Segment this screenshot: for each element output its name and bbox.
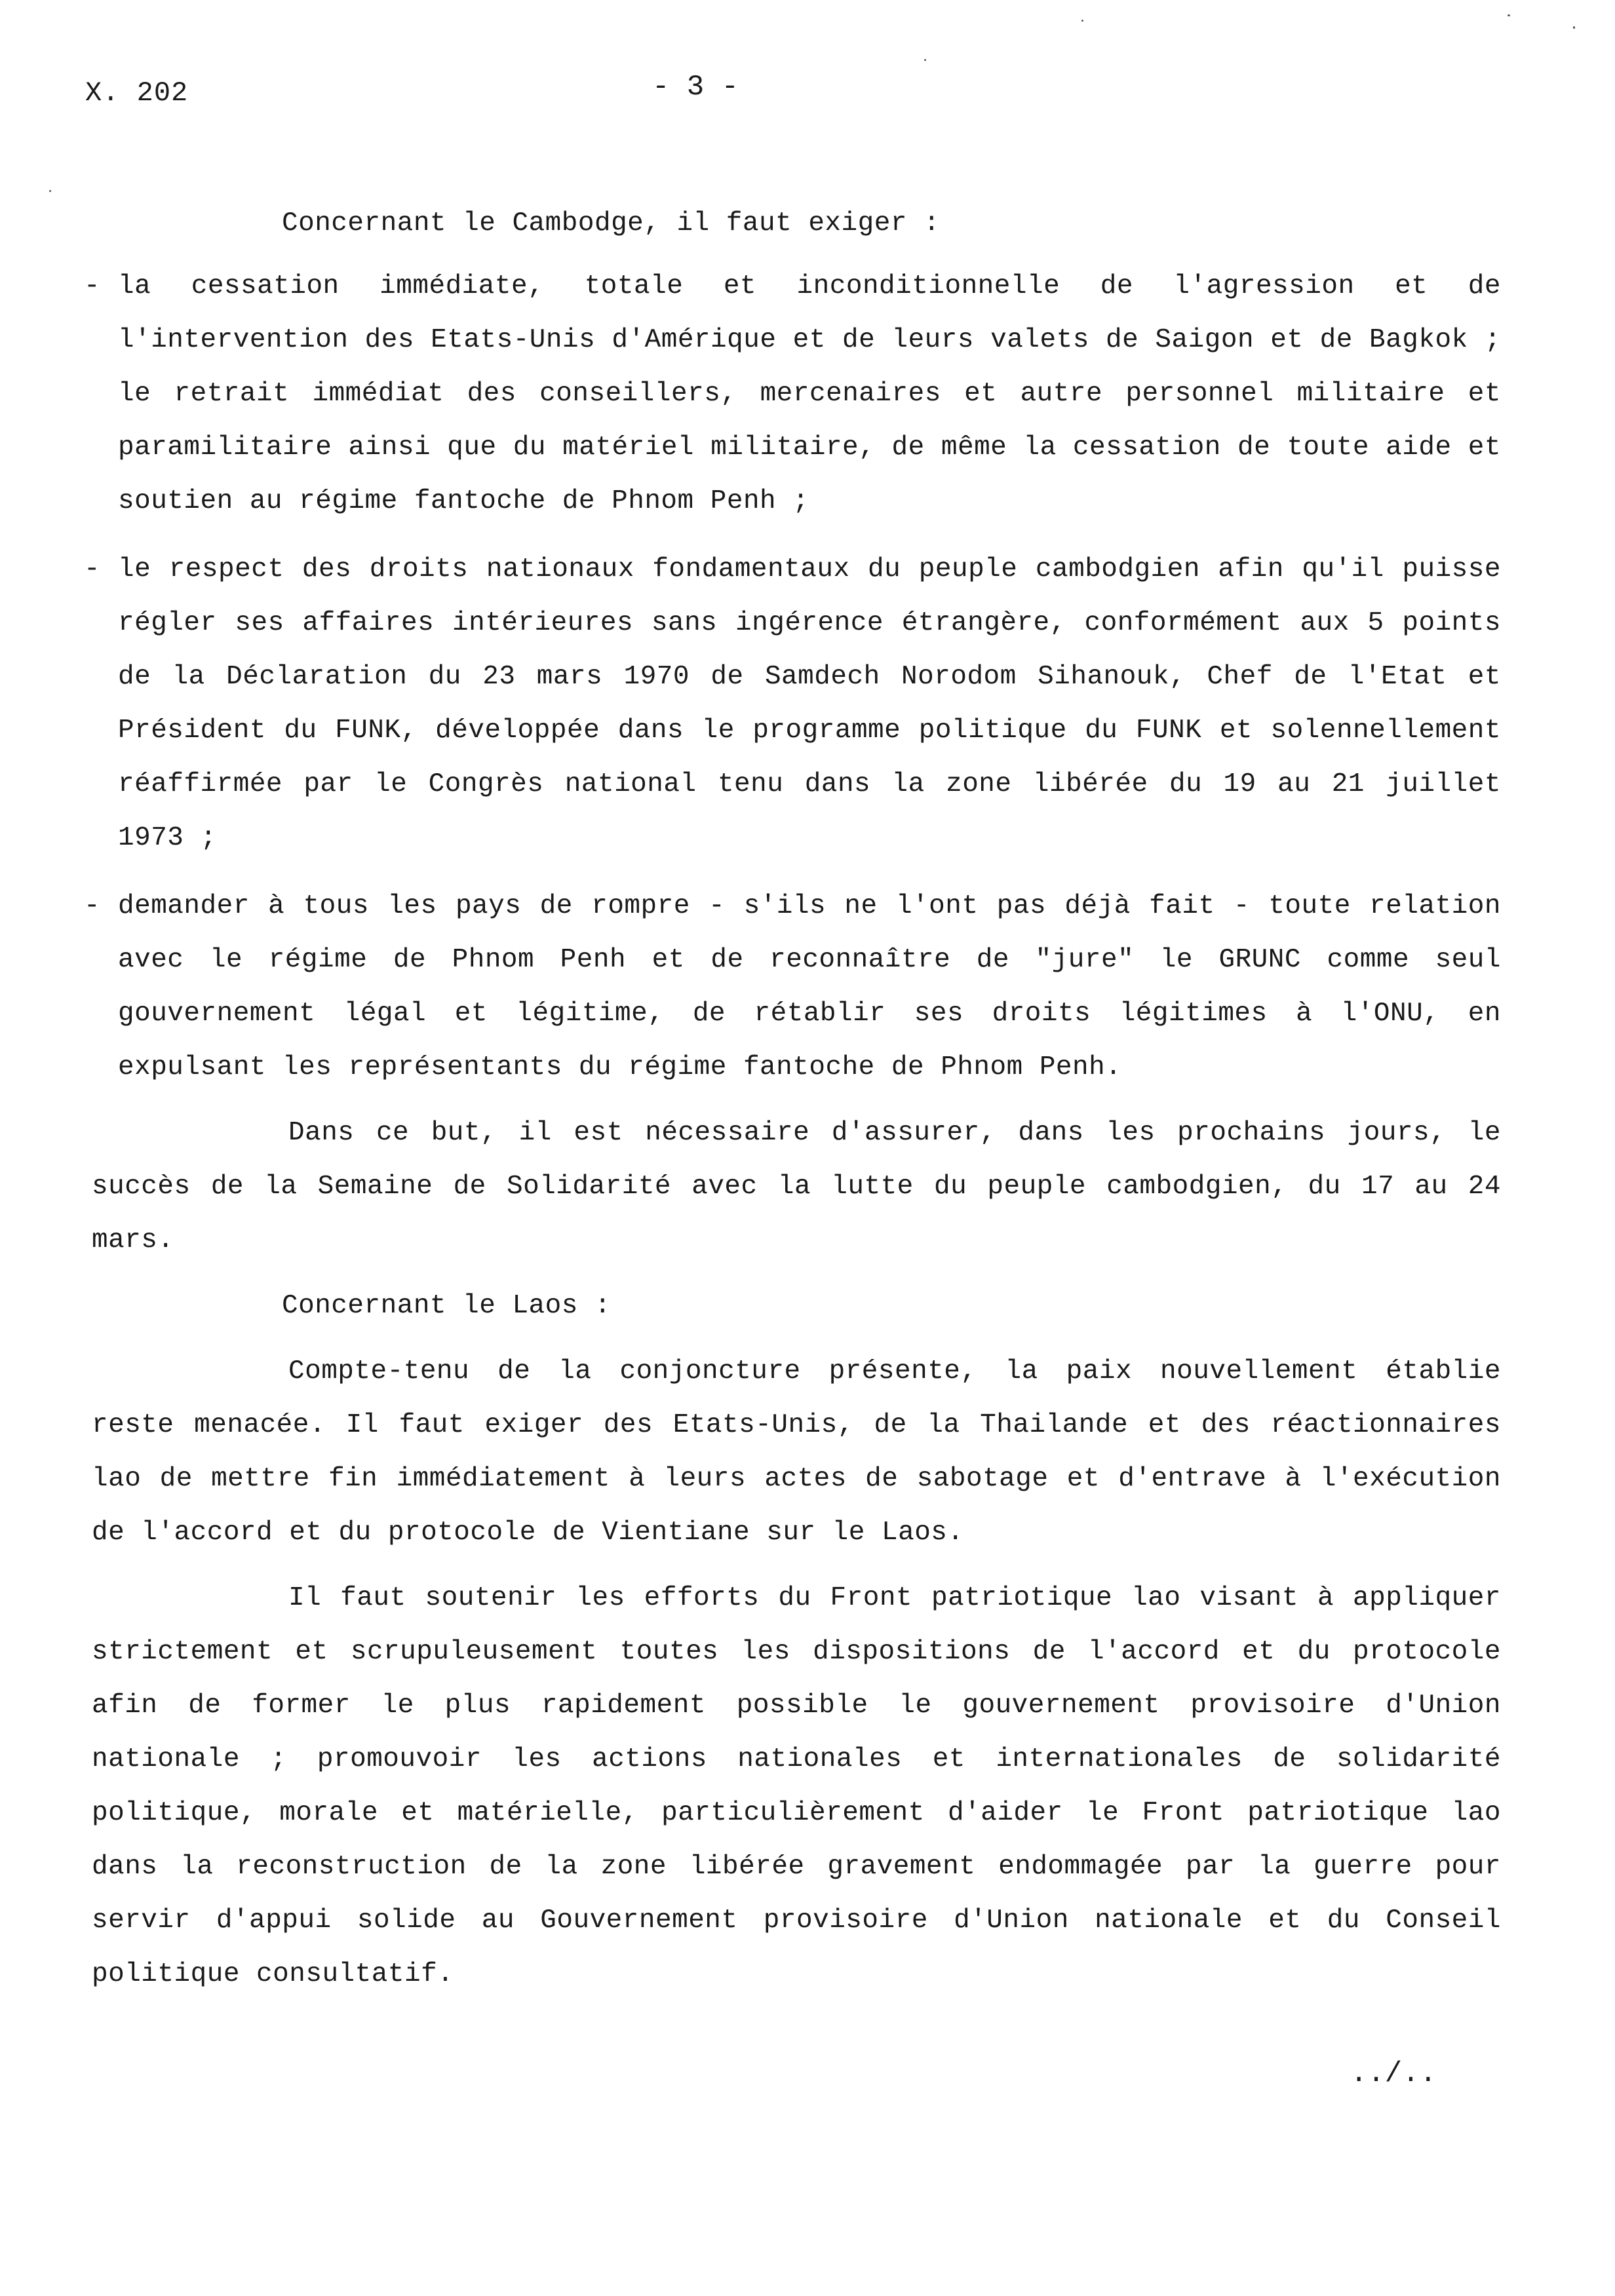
page-number: - 3 - <box>652 71 739 104</box>
cambodia-item-2 <box>84 543 1501 865</box>
list-dash: - <box>84 891 101 921</box>
scan-speck <box>1573 26 1575 29</box>
list-dash: - <box>84 271 101 301</box>
cambodia-closing-paragraph: Dans ce but, il est nécessaire d'assurer, dans les prochains jours, le succès de la Semaine de Solidarité avec la lutte du peuple cambodgien, du 17 au 24 mars. <box>92 1118 1501 1255</box>
laos-heading: Concernant le Laos : <box>282 1291 612 1321</box>
laos-paragraph-2: Il faut soutenir les efforts du Front patriotique lao visant à appliquer strictement et scrupuleusement toutes les dispositions de l'accord et du protocole afin de former le plus rapidement possible le gouvernement provisoire d'Union nationale ; promouvoir les actions nationales et internationales de solidarité politique, morale et matérielle, particulièrement d'aider le Front patriotique lao dans la reconstruction de la zone libérée gravement endommagée par la guerre pour servir d'appui solide au Gouvernement provisoire d'Union nationale et du Conseil politique consultatif. <box>92 1583 1501 1989</box>
laos-paragraph-1: Compte-tenu de la conjoncture présente, la paix nouvellement établie reste menacée. Il faut exiger des Etats-Unis, de la Thailande et des réactionnaires lao de mettre fin immédiatement à leurs actes de sabotage et d'entrave à l'exécution de l'accord et du protocole de Vientiane sur le Laos. <box>92 1356 1501 1548</box>
scan-speck <box>1508 14 1510 16</box>
cambodia-item-1-text: la cessation immédiate, totale et inconditionnelle de l'agression et de l'intervention des Etats-Unis d'Amérique et de leurs valets de Saigon et de Bagkok ; le retrait immédiat des conseillers, mercenaires et autre personnel militaire et paramilitaire ainsi que du matériel militaire, de même la cessation de toute aide et soutien au régime fantoche de Phnom Penh ; <box>118 271 1501 516</box>
document-reference: X. 202 <box>85 77 189 109</box>
list-dash: - <box>84 554 101 584</box>
scan-speck <box>1081 20 1083 22</box>
document-body <box>84 197 1501 2001</box>
continuation-mark: ../.. <box>1350 2057 1437 2090</box>
cambodia-heading: Concernant le Cambodge, il faut exiger : <box>282 208 941 239</box>
cambodia-item-3-text: demander à tous les pays de rompre - s'ils ne l'ont pas déjà fait - toute relation avec le régime de Phnom Penh et de reconnaître de "jure" le GRUNC comme seul gouvernement légal et légitime, de rétablir ses droits légitimes à l'ONU, en expulsant les représentants du régime fantoche de Phnom Penh. <box>118 891 1501 1082</box>
cambodia-item-1 <box>84 259 1501 528</box>
scan-speck <box>49 190 51 192</box>
scan-speck <box>924 59 926 61</box>
cambodia-item-3 <box>84 879 1501 1094</box>
cambodia-item-2-text: le respect des droits nationaux fondamentaux du peuple cambodgien afin qu'il puisse régler ses affaires intérieures sans ingérence étrangère, conformément aux 5 points de la Déclaration du 23 mars 1970 de Samdech Norodom Sihanouk, Chef de l'Etat et Président du FUNK, développée dans le programme politique du FUNK et solennellement réaffirmée par le Congrès national tenu dans la zone libérée du 19 au 21 juillet 1973 ; <box>118 554 1501 853</box>
